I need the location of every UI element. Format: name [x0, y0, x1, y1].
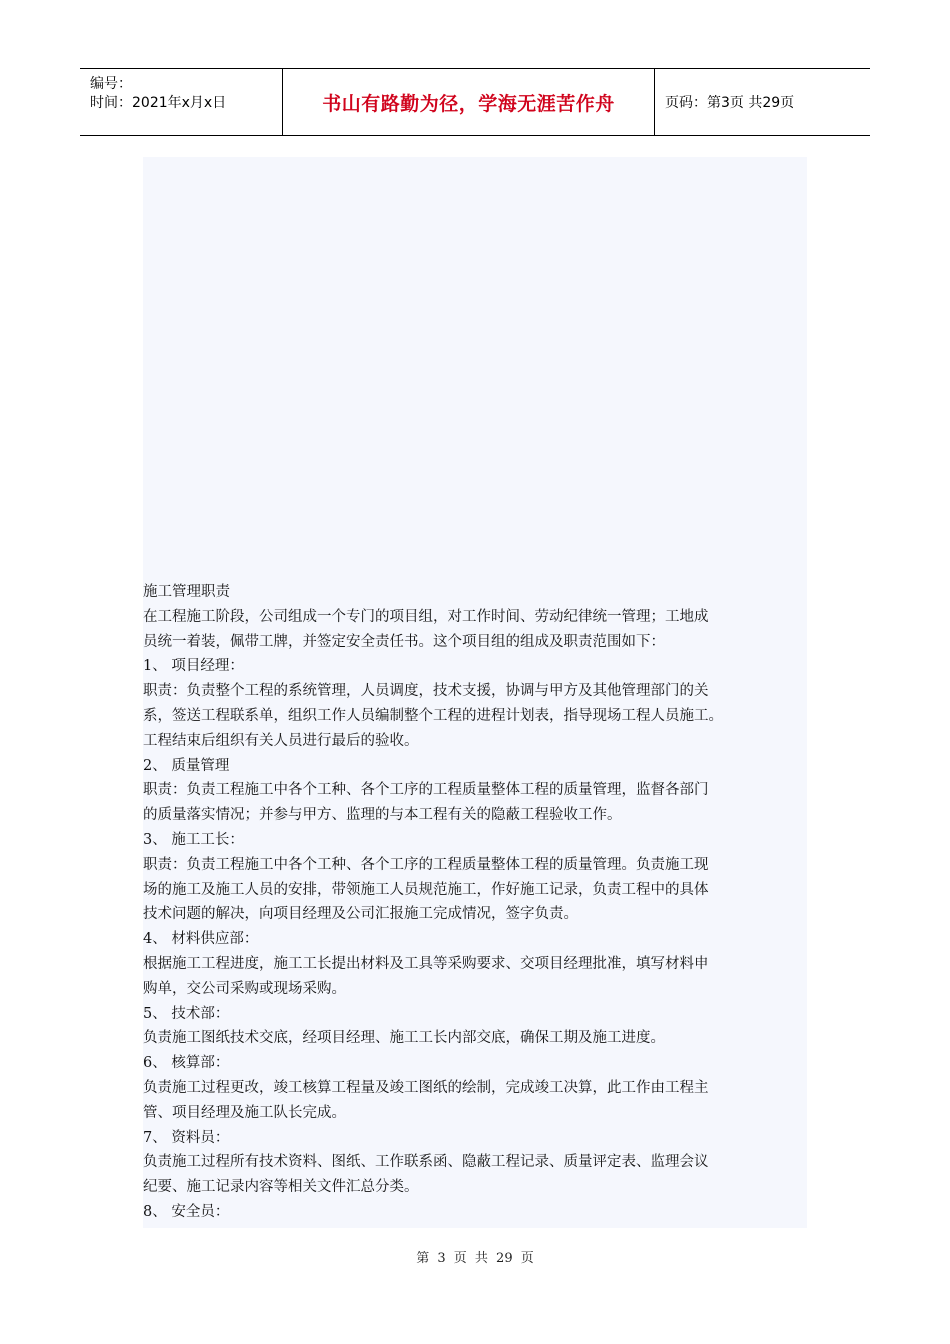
intro-line: 员统一着装，佩带工牌，并签定安全责任书。这个项目组的组成及职责范围如下： [143, 633, 665, 650]
header-meta-cell [80, 69, 282, 135]
responsibility-sections [143, 654, 807, 1224]
section-line: 的质量落实情况；并参与甲方、监理的与本工程有关的隐蔽工程验收工作。 [143, 807, 622, 824]
header-motto-cell [282, 69, 655, 135]
section-line: 工程结束后组织有关人员进行最后的验收。 [143, 732, 419, 749]
section-line: 购单，交公司采购或现场采购。 [143, 980, 346, 997]
section-heading: 2、 质量管理 [143, 757, 230, 774]
section-heading: 7、 资料员： [143, 1129, 230, 1146]
section-line: 纪要、施工记录内容等相关文件汇总分类。 [143, 1179, 419, 1196]
section-heading: 8、 安全员： [143, 1203, 230, 1220]
section-heading: 6、 核算部： [143, 1055, 230, 1072]
section-heading: 5、 技术部： [143, 1005, 230, 1022]
section-line: 职责：负责工程施工中各个工种、各个工序的工程质量整体工程的质量管理，监督各部门 [143, 782, 709, 799]
section-line: 职责：负责工程施工中各个工种、各个工序的工程质量整体工程的质量管理。负责施工现 [143, 856, 709, 873]
section-line: 负责施工过程更改，竣工核算工程量及竣工图纸的绘制，完成竣工决算，此工作由工程主 [143, 1079, 709, 1096]
section-line: 管、项目经理及施工队长完成。 [143, 1104, 346, 1121]
section-heading: 3、 施工工长： [143, 831, 244, 848]
document-number-label: 编号： [90, 76, 132, 92]
header-motto: 书山有路勤为径，学海无涯苦作舟 [322, 92, 615, 115]
section-line: 负责施工图纸技术交底，经项目经理、施工工长内部交底，确保工期及施工进度。 [143, 1030, 665, 1047]
section-line: 职责：负责整个工程的系统管理，人员调度，技术支援，协调与甲方及其他管理部门的关 [143, 683, 709, 700]
section-line: 负责施工过程所有技术资料、图纸、工作联系函、隐蔽工程记录、质量评定表、监理会议 [143, 1154, 709, 1171]
page-footer: 第 3 页 共 29 页 [416, 1251, 534, 1266]
intro-line: 在工程施工阶段，公司组成一个专门的项目组，对工作时间、劳动纪律统一管理；工地成 [143, 608, 709, 625]
page-header [80, 68, 870, 136]
document-date-label: 时间：2021年x月x日 [90, 95, 227, 111]
section-line: 根据施工工程进度，施工工长提出材料及工具等采购要求、交项目经理批准，填写材料申 [143, 955, 709, 972]
section-line: 场的施工及施工人员的安排，带领施工人员规范施工，作好施工记录，负责工程中的具体 [143, 881, 709, 898]
section-heading: 1、 项目经理： [143, 658, 244, 675]
section-line: 技术问题的解决，向项目经理及公司汇报施工完成情况，签字负责。 [143, 906, 578, 923]
header-page-info: 页码：第3页 共29页 [665, 95, 795, 111]
section-line: 系，签送工程联系单，组织工作人员编制整个工程的进程计划表，指导现场工程人员施工。 [143, 707, 723, 724]
section-heading: 4、 材料供应部： [143, 931, 259, 948]
header-page-cell [655, 69, 870, 135]
document-body [143, 580, 807, 1225]
section-title: 施工管理职责 [143, 584, 230, 600]
